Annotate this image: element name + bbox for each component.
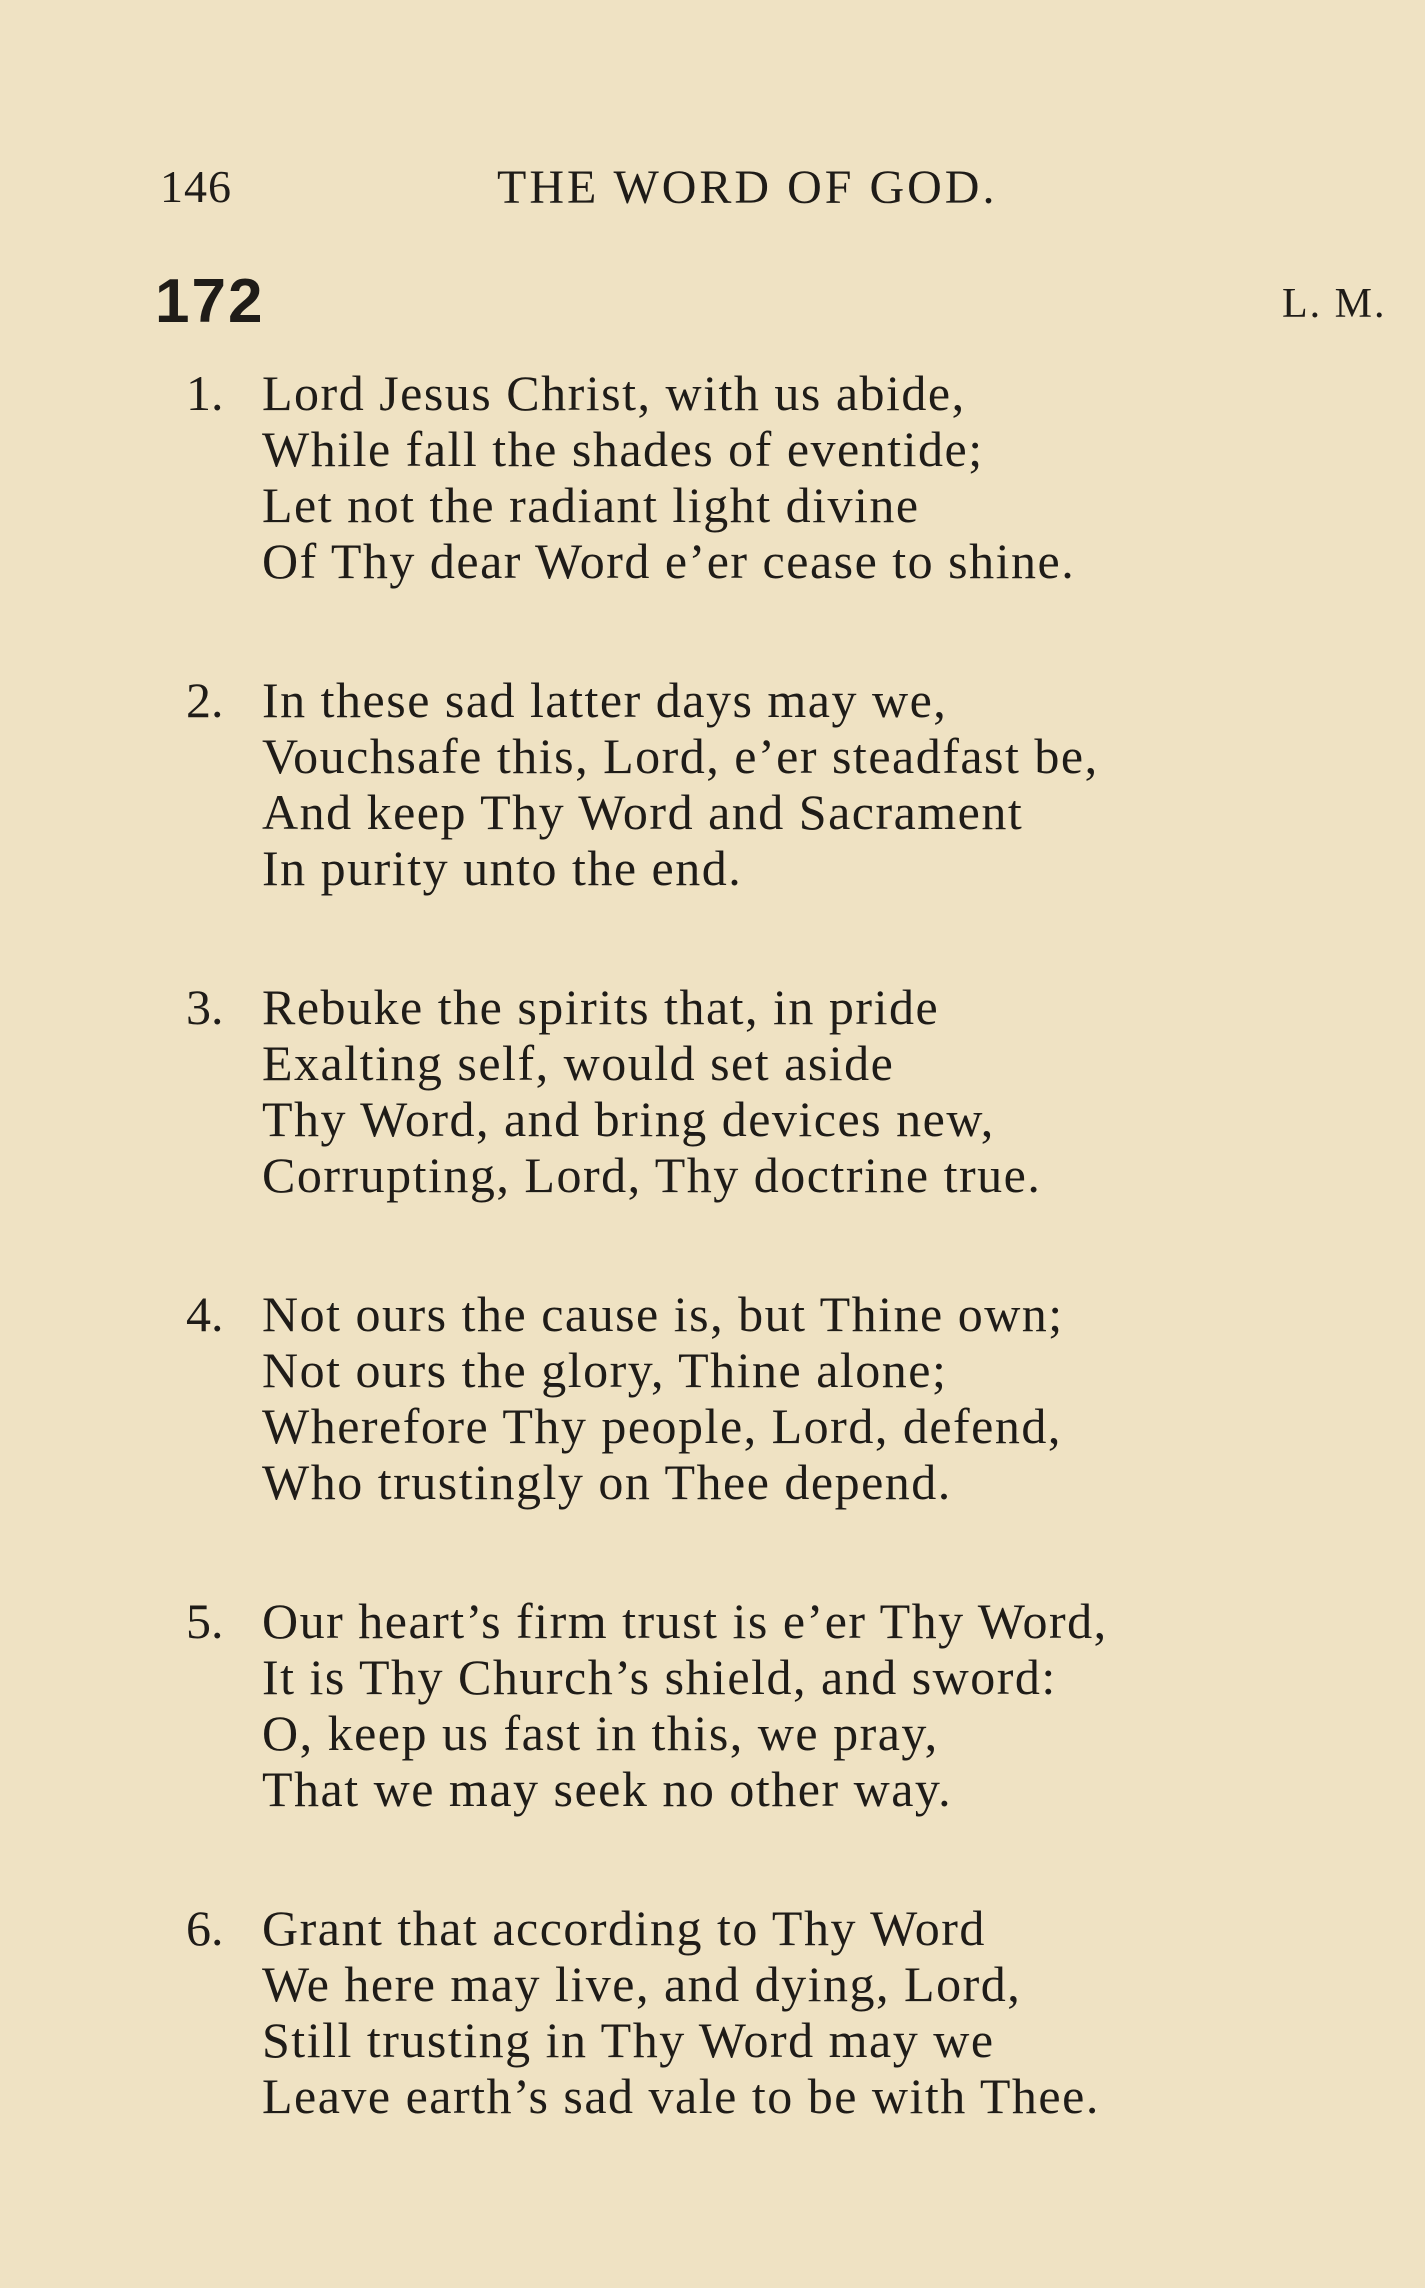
stanza-line: In purity unto the end. — [262, 840, 743, 896]
running-head: THE WORD OF GOD. — [497, 161, 998, 214]
page-number: 146 — [160, 161, 232, 212]
stanza-number: 6. — [186, 1900, 224, 1956]
hymn-number: 172 — [155, 267, 265, 336]
stanza-number: 3. — [186, 979, 224, 1035]
stanza-line: Vouchsafe this, Lord, e’er steadfast be, — [262, 728, 1099, 784]
stanza-line: That we may seek no other way. — [262, 1761, 953, 1817]
stanza-line: Grant that according to Thy Word — [262, 1900, 986, 1956]
stanza-line: Leave earth’s sad vale to be with Thee. — [262, 2068, 1100, 2124]
stanza-number: 1. — [186, 365, 224, 421]
stanza-line: Wherefore Thy people, Lord, defend, — [262, 1398, 1062, 1454]
hymn-meter: L. M. — [1282, 281, 1387, 327]
stanza-line: Who trustingly on Thee depend. — [262, 1454, 952, 1510]
stanza-line: While fall the shades of eventide; — [262, 421, 984, 477]
stanza-number: 5. — [186, 1593, 224, 1649]
stanza-line: Still trusting in Thy Word may we — [262, 2012, 995, 2068]
stanza-line: Corrupting, Lord, Thy doctrine true. — [262, 1147, 1042, 1203]
stanza-line: Rebuke the spirits that, in pride — [262, 979, 940, 1035]
stanza-line: Exalting self, would set aside — [262, 1035, 895, 1091]
stanza-line: We here may live, and dying, Lord, — [262, 1956, 1022, 2012]
stanza-line: O, keep us fast in this, we pray, — [262, 1705, 939, 1761]
stanza-line: Lord Jesus Christ, with us abide, — [262, 365, 966, 421]
stanza-line: Of Thy dear Word e’er cease to shine. — [262, 533, 1076, 589]
stanza-line: Not ours the glory, Thine alone; — [262, 1342, 948, 1398]
stanza-line: And keep Thy Word and Sacrament — [262, 784, 1024, 840]
stanza-line: Our heart’s firm trust is e’er Thy Word, — [262, 1593, 1108, 1649]
stanza-line: Thy Word, and bring devices new, — [262, 1091, 995, 1147]
stanza-number: 4. — [186, 1286, 224, 1342]
stanza-number: 2. — [186, 672, 224, 728]
stanza-line: Let not the radiant light divine — [262, 477, 920, 533]
stanza-line: It is Thy Church’s shield, and sword: — [262, 1649, 1057, 1705]
stanza-line: Not ours the cause is, but Thine own; — [262, 1286, 1064, 1342]
stanza-line: In these sad latter days may we, — [262, 672, 948, 728]
